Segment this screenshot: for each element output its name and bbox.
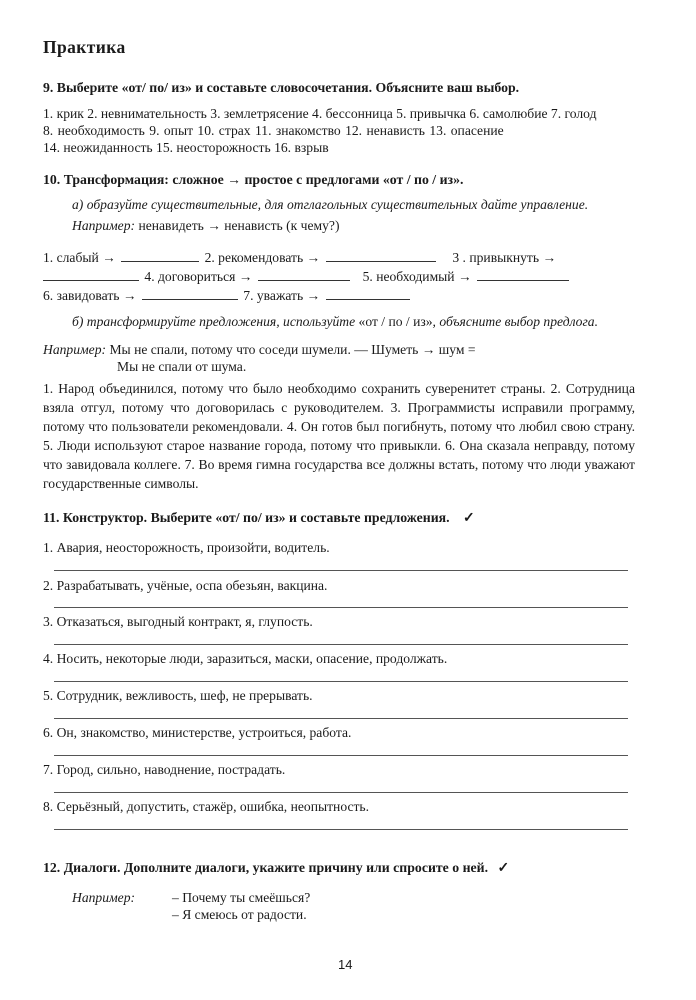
list-item: 3. Отказаться, выгодный контракт, я, глупость. [43, 614, 313, 629]
task-9-heading: 9. Выберите «от/ по/ из» и составьте словосочетания. Объясните ваш выбор. [43, 80, 520, 95]
answer-blank-5[interactable] [477, 267, 569, 281]
task-11-heading-text: 11. Конструктор. Выберите «от/ по/ из» и составьте предложения. [43, 510, 450, 525]
part-b-text-1: б) трансформируйте предложения, используйте [72, 314, 359, 329]
list-item: 6. Он, знакомство, министерстве, устроиться, работа. [43, 725, 352, 740]
word-7: 7. уважать → [243, 288, 321, 303]
answer-line[interactable] [54, 681, 628, 682]
task-10-row-2 [43, 267, 571, 285]
page-title: Практика [43, 37, 126, 57]
task-9-line-2: 8. необходимость 9. опыт 10. страх 11. знакомство 12. ненависть 13. опасение [43, 123, 504, 138]
answer-blank-7[interactable] [326, 286, 410, 300]
answer-line[interactable] [54, 755, 628, 756]
task-9-line-3: 14. неожиданность 15. неосторожность 16. взрыв [43, 140, 329, 155]
example-label: Например: [72, 218, 136, 233]
task-12-example-label: Например: [72, 890, 136, 905]
example-text: ненавидеть → ненависть (к чему?) [135, 218, 340, 233]
answer-line[interactable] [54, 792, 628, 793]
answer-line[interactable] [54, 718, 628, 719]
answer-blank-3[interactable] [43, 267, 139, 281]
list-item: 2. Разрабатывать, учёные, оспа обезьян, вакцина. [43, 578, 328, 593]
task-10-part-b [72, 314, 598, 330]
word-5: 5. необходимый → [362, 269, 472, 284]
task-10-example-2 [43, 342, 476, 358]
list-item: 1. Авария, неосторожность, произойти, водитель. [43, 540, 330, 555]
list-item: 7. Город, сильно, наводнение, пострадать. [43, 762, 286, 777]
task-10-row-3 [43, 286, 412, 304]
word-6: 6. завидовать → [43, 288, 137, 303]
answer-line[interactable] [54, 644, 628, 645]
list-item: 5. Сотрудник, вежливость, шеф, не прерывать. [43, 688, 313, 703]
part-b-text-2: , объясните выбор предлога. [432, 314, 598, 329]
checkmark-icon: ✓ [497, 860, 510, 875]
example-2-label: Например: [43, 342, 107, 357]
task-10-example [72, 218, 339, 234]
word-4: 4. договориться → [144, 269, 253, 284]
answer-blank-2[interactable] [326, 248, 436, 262]
dialogue-line-1: – Почему ты смеёшься? [172, 890, 311, 905]
answer-blank-6[interactable] [142, 286, 238, 300]
part-b-prepositions: «от / по / из» [358, 314, 433, 329]
dialogue-line-2: – Я смеюсь от радости. [172, 907, 307, 922]
task-10-sentences: 1. Народ объединился, потому что было необходимо сохранить суверенитет страны. 2. Сотрудница взяла отгул, потому что договорилась с руководителем. 3. Программисты исправили программу, потому что пользователи рекомендовали. 4. Он готов был погибнуть, потому что любил свою страну. 5. Люди используют старое название города, потому что привыкли. 6. Она сказала неправду, потому что завидовала коллеге. 7. Во время гимна государства все должны встать, потому что люди уважают государственные символы. [43, 381, 635, 491]
answer-blank-1[interactable] [121, 248, 199, 262]
answer-blank-4[interactable] [258, 267, 350, 281]
word-3: 3 . привыкнуть → [452, 250, 557, 265]
checkmark-icon: ✓ [463, 510, 475, 525]
answer-line[interactable] [54, 607, 628, 608]
word-1: 1. слабый → [43, 250, 116, 265]
page-number: 14 [338, 957, 353, 972]
word-2: 2. рекомендовать → [204, 250, 321, 265]
task-10-heading: 10. Трансформация: сложное → простое с предлогами «от / по / из». [43, 172, 464, 187]
answer-line[interactable] [54, 829, 628, 830]
list-item: 8. Серьёзный, допустить, стажёр, ошибка, неопытность. [43, 799, 370, 814]
task-12-heading [43, 860, 509, 876]
task-11-heading [43, 510, 475, 526]
example-2-line-1: Мы не спали, потому что соседи шумели. — Шуметь → шум = [106, 342, 476, 357]
task-10-part-a: а) образуйте существительные, для отглагольных существительных дайте управление. [72, 197, 589, 212]
task-9-line-1: 1. крик 2. невнимательность 3. землетрясение 4. бессонница 5. привычка 6. самолюбие 7. голод [43, 106, 597, 121]
answer-line[interactable] [54, 570, 628, 571]
example-2-line-2: Мы не спали от шума. [117, 359, 247, 374]
task-10-row-1 [43, 248, 556, 266]
task-12-heading-text: 12. Диалоги. Дополните диалоги, укажите причину или спросите о ней. [43, 860, 489, 875]
list-item: 4. Носить, некоторые люди, заразиться, маски, опасение, продолжать. [43, 651, 448, 666]
